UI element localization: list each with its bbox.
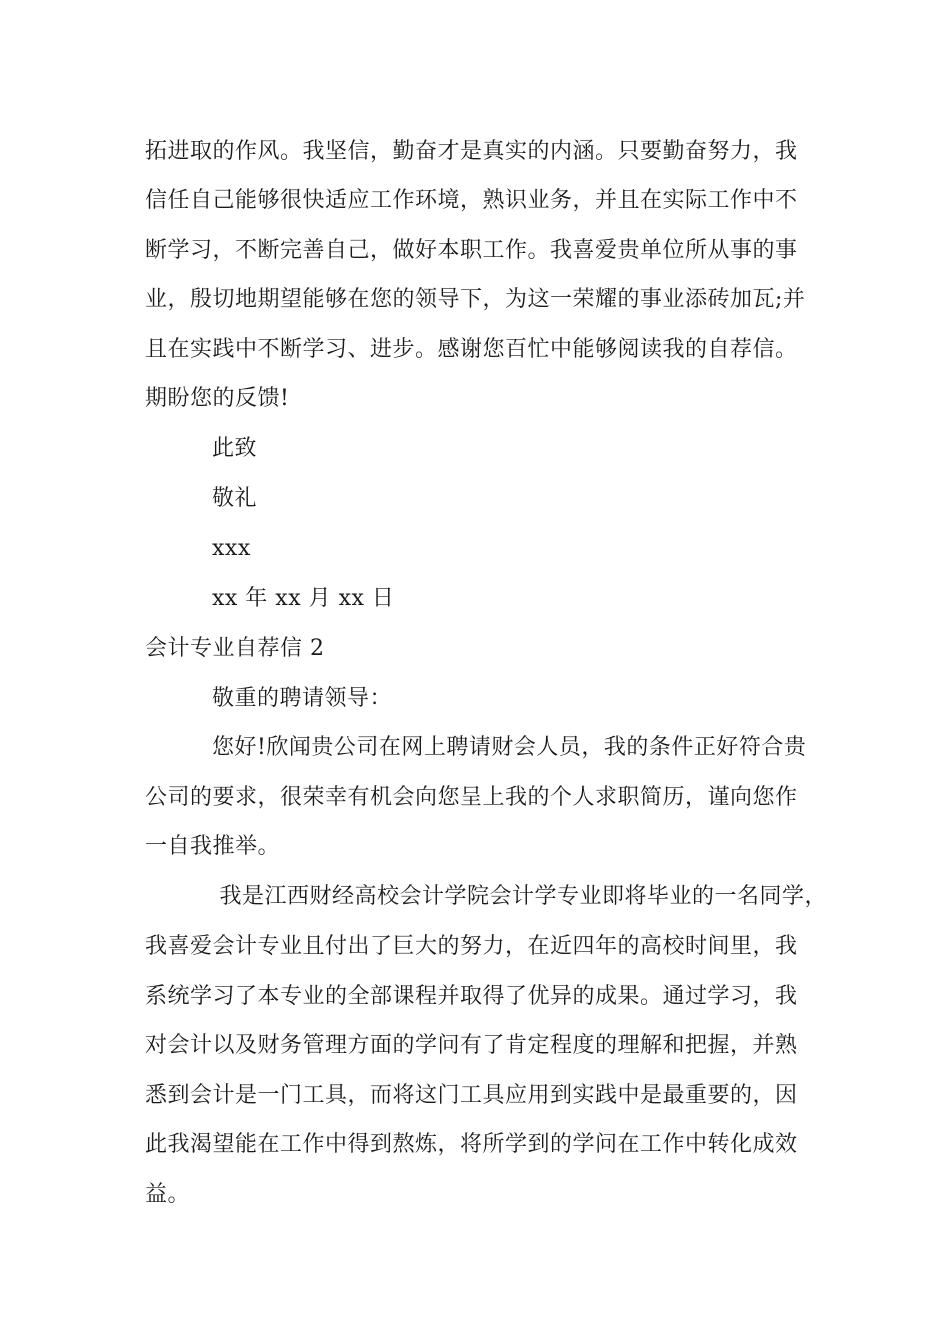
signature-name: xxx — [212, 536, 251, 561]
body-line: 一自我推举。 — [145, 834, 281, 859]
body-line: 系统学习了本专业的全部课程并取得了优异的成果。通过学习，我 — [145, 984, 798, 1009]
body-line: 悉到会计是一门工具，而将这门工具应用到实践中是最重要的，因 — [145, 1083, 798, 1108]
body-line: 此我渴望能在工作中得到熬炼，将所学到的学问在工作中转化成效 — [145, 1132, 798, 1157]
body-line: 拓进取的作风。我坚信，勤奋才是真实的内涵。只要勤奋努力，我 — [145, 139, 798, 164]
body-line: 您好!欣闻贵公司在网上聘请财会人员，我的条件正好符合贵 — [212, 735, 807, 760]
body-line: 我喜爱会计专业且付出了巨大的努力，在近四年的高校时间里，我 — [145, 934, 798, 959]
section-title: 会计专业自荐信 2 — [145, 636, 325, 661]
body-line: 公司的要求，很荣幸有机会向您呈上我的个人求职简历，谨向您作 — [145, 785, 798, 810]
signature-date: xx 年 xx 月 xx 日 — [212, 586, 395, 611]
body-line: 断学习，不断完善自己，做好本职工作。我喜爱贵单位所从事的事 — [145, 238, 798, 263]
body-line: 我是江西财经高校会计学院会计学专业即将毕业的一名同学， — [212, 884, 827, 909]
body-line: 益。 — [145, 1182, 191, 1207]
body-line: 信任自己能够很快适应工作环境，熟识业务，并且在实际工作中不 — [145, 188, 798, 213]
greeting: 敬重的聘请领导： — [212, 686, 393, 711]
closing-salutation: 此致 — [212, 436, 258, 461]
body-line: 业，殷切地期望能够在您的领导下，为这一荣耀的事业添砖加瓦;并 — [145, 287, 806, 312]
closing-regards: 敬礼 — [212, 486, 258, 511]
body-line: 期盼您的反馈! — [145, 386, 290, 411]
body-line: 对会计以及财务管理方面的学问有了肯定程度的理解和把握，并熟 — [145, 1033, 798, 1058]
body-line: 且在实践中不断学习、进步。感谢您百忙中能够阅读我的自荐信。 — [145, 337, 798, 362]
